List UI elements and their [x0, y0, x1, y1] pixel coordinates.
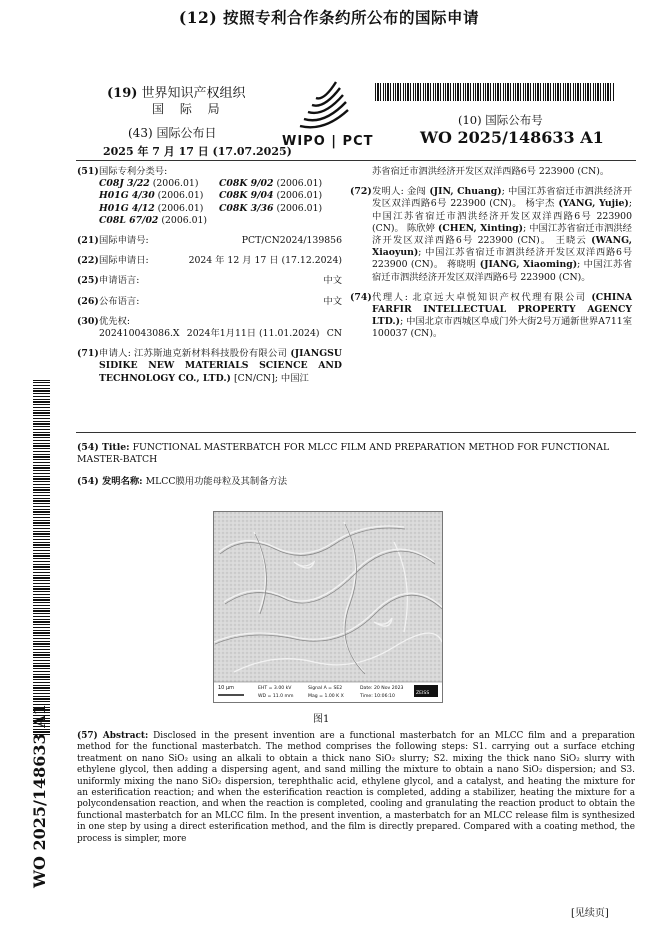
pub-date-label: (43) 国际公布日: [128, 126, 217, 140]
title-cn-code: (54) 发明名称:: [77, 476, 143, 487]
ipc-class-list: [99, 178, 339, 227]
field-51: [77, 166, 342, 227]
org-code: (19): [107, 86, 138, 101]
sem-micrograph: [213, 511, 443, 703]
applicant-name-cn: 申请人: 江苏斯迪克新材料科技股份有限公司: [99, 348, 288, 360]
figure-caption: 图1: [313, 714, 330, 725]
header-divider: [76, 160, 636, 161]
inventor: 王晓云 (WANG, Xiaoyun); 中国江苏省宿迁市泗洪经济开发区双洋西路6号 223900 (CN)。: [372, 235, 632, 271]
field-label: 国际申请日:: [99, 255, 149, 267]
field-label: 优先权:: [99, 315, 131, 327]
scale-bar-label: 10 μm: [218, 685, 235, 691]
field-22: (22) 国际申请日: 2024 年 12 月 17 日 (17.12.2024): [77, 255, 342, 267]
title-cn: MLCC膜用功能母粒及其制备方法: [145, 476, 288, 487]
inventor: 发明人: 金闯 (JIN, Chuang); 中国江苏省宿迁市泗洪经济开发区双洋西路6号 223900 (CN)。: [372, 186, 632, 210]
side-pub-number: WO 2025/148633 A1: [30, 704, 49, 888]
ipc-class: H01G 4/12 (2006.01): [99, 202, 204, 214]
priority-country: CN: [326, 328, 342, 340]
priority-row: [99, 328, 342, 340]
inventor: 陈欣婷 (CHEN, Xinting); 中国江苏省宿迁市泗洪经济开发区双洋西路6号 223900 (CN)。: [372, 222, 632, 247]
sem-info: Time: 10:06:10: [360, 694, 395, 699]
org-name-line1: 世界知识产权组织: [141, 86, 246, 101]
sem-info: EHT = 3.00 kV: [258, 686, 292, 691]
field-25: (25) 申请语言: 中文: [77, 275, 342, 287]
agent-name-cn: 代理人: 北京远大卓悦知识产权代理有限公司: [372, 291, 587, 303]
sem-image: [214, 512, 442, 702]
field-code: (51): [77, 166, 99, 177]
biblio-left-column: [77, 166, 342, 393]
field-21: (21) 国际申请号: PCT/CN2024/139856: [77, 235, 342, 247]
org-name: [107, 82, 246, 101]
pub-no-label: (10) 国际公布号: [458, 113, 543, 127]
wipo-logo-icon: [296, 80, 352, 132]
applicant-name-en: (JIANGSU SIDIKE NEW MATERIALS SCIENCE AND TECHNOLOGY CO., LTD.): [99, 348, 342, 384]
sem-info: WD = 11.0 mm: [258, 694, 294, 699]
inventor: 蒋晓明 (JIANG, Xiaoming); 中国江苏省宿迁市泗洪经济开发区双洋西路6号 223900 (CN)。: [372, 259, 632, 283]
applicant-address-cont: 苏省宿迁市泗洪经济开发区双洋西路6号 223900 (CN)。: [372, 166, 610, 177]
continue-note: [见续页]: [571, 908, 609, 919]
zeiss-logo-text: ZEISS: [416, 691, 430, 696]
field-30: (30) 优先权: 202410043086.X 2024年1月11日 (11.01.2024) CN: [77, 315, 342, 340]
ipc-class: C08K 9/04 (2006.01): [219, 190, 323, 202]
priority-number: 202410043086.X: [99, 328, 180, 340]
barcode-icon: [375, 83, 615, 101]
ipc-class: C08K 9/02 (2006.01): [219, 178, 323, 190]
abstract: [77, 731, 635, 845]
title-code: (54) Title:: [77, 442, 130, 453]
abstract-code: (57) Abstract:: [77, 731, 149, 741]
field-72: (72) 发明人: 金闯 (JIN, Chuang); 中国江苏省宿迁市泗洪经济开发区双洋西路6号 223900 (CN)。 杨宇杰 (YANG, Yujie); 中国江苏省宿迁市泗洪经济开发区双洋西路6号 223900 (CN)。 陈欣婷 (CHEN, Xinting); 中国江苏省宿迁市泗洪经济开发区双洋西路6号 223900 (CN)。 王晓云 (WANG, Xiaoyun); 中国江苏省宿迁市泗洪经济开发区双洋西路6号 223900 (CN)。 蒋晓明 (JIANG, Xiaoming); 中国江苏省宿迁市泗洪经济开发区双洋西路6号 223900 (CN)。: [350, 186, 632, 283]
ipc-class: C08J 3/22 (2006.01): [99, 178, 199, 190]
field-74: (74) 代理人: 北京远大卓悦知识产权代理有限公司 (CHINA FARFIR INTELLECTUAL PROPERTY AGENCY LTD.); 中国北京市西城区阜成门外大街2号万通新世界A711室 100037 (CN)。: [350, 291, 632, 340]
filing-language: 中文: [323, 275, 342, 287]
pub-date-value: 2025 年 7 月 17 日 (17.07.2025): [103, 145, 292, 158]
field-26: (26) 公布语言: 中文: [77, 295, 342, 307]
filing-date: 2024 年 12 月 17 日 (17.12.2024): [188, 255, 342, 267]
agent-name-en: (CHINA FARFIR INTELLECTUAL PROPERTY AGENCY LTD.): [372, 291, 632, 328]
ipc-class: H01G 4/30 (2006.01): [99, 190, 204, 202]
invention-title: [77, 442, 632, 488]
field-71: (71) 申请人: 江苏斯迪克新材料科技股份有限公司 (JIANGSU SIDIKE NEW MATERIALS SCIENCE AND TECHNOLOGY CO., LTD.) [CN/CN]; 中国江: [77, 348, 342, 384]
ipc-label: 国际专利分类号:: [99, 166, 168, 177]
inventor: 杨宇杰 (YANG, Yujie); 中国江苏省宿迁市泗洪经济开发区双洋西路6号 223900 (CN)。: [372, 198, 632, 234]
sem-info: Date: 20 Nov 2023: [360, 686, 404, 691]
application-number: PCT/CN2024/139856: [241, 235, 342, 247]
sem-info: Signal A = SE2: [308, 686, 343, 691]
org-name-line2: 国 际 局: [152, 102, 226, 116]
field-label: 申请语言:: [99, 275, 140, 287]
agent-address: ; 中国北京市西城区阜成门外大街2号万通新世界A711室 100037 (CN)。: [372, 316, 632, 340]
ipc-class: C08L 67/02 (2006.01): [99, 214, 208, 226]
field-label: 国际申请号:: [99, 235, 149, 247]
priority-date: 2024年1月11日 (11.01.2024): [186, 328, 320, 340]
side-barcode-icon: [33, 380, 50, 735]
sem-info: Mag = 1.00 K X: [308, 694, 344, 699]
abstract-text: Disclosed in the present invention are a functional masterbatch for an MLCC film and a preparation method for the functional masterbatch. The method comprises the following steps: S1. carrying out a surface etching treatment on nano SiO₂ using an alkali to obtain a thick nano SiO₂ slurry; S2. mixing the thick nano SiO₂ slurry with ethylene glycol, then adding a dispersing agent, and sand milling the mixture to obtain a nano SiO₂ dispersion; and S3. uniformly mixing the nano SiO₂ dispersion, terephthalic acid, ethylene glycol, and a catalyst, and heating the mixture for an esterification reaction; and when the esterification reaction is completed, adding a stabilizer, heating the mixture for a polycondensation reaction, and when the reaction is completed, cooling and granulating the reaction product to obtain the functional masterbatch for an MLCC film. In the present invention, a masterbatch for an MLCC release film is synthesized in one step by using a direct esterification method, and the film is directly prepared. Compared with a coating method, the process is simpler, more: [77, 731, 636, 844]
field-label: 公布语言:: [99, 295, 140, 307]
title-en: FUNCTIONAL MASTERBATCH FOR MLCC FILM AND PREPARATION METHOD FOR FUNCTIONAL MASTER-BATCH: [77, 442, 610, 465]
document-title: (12) 按照专利合作条约所公布的国际申请: [178, 8, 480, 27]
publication-language: 中文: [323, 295, 342, 307]
biblio-divider: [76, 432, 636, 433]
applicant-address: [CN/CN]; 中国江: [233, 372, 309, 384]
biblio-right-column: [350, 166, 632, 349]
ipc-class: C08K 3/36 (2006.01): [219, 202, 323, 214]
wipo-pct-logo-text: WIPO | PCT: [282, 134, 374, 149]
pub-number: WO 2025/148633 A1: [420, 128, 604, 147]
